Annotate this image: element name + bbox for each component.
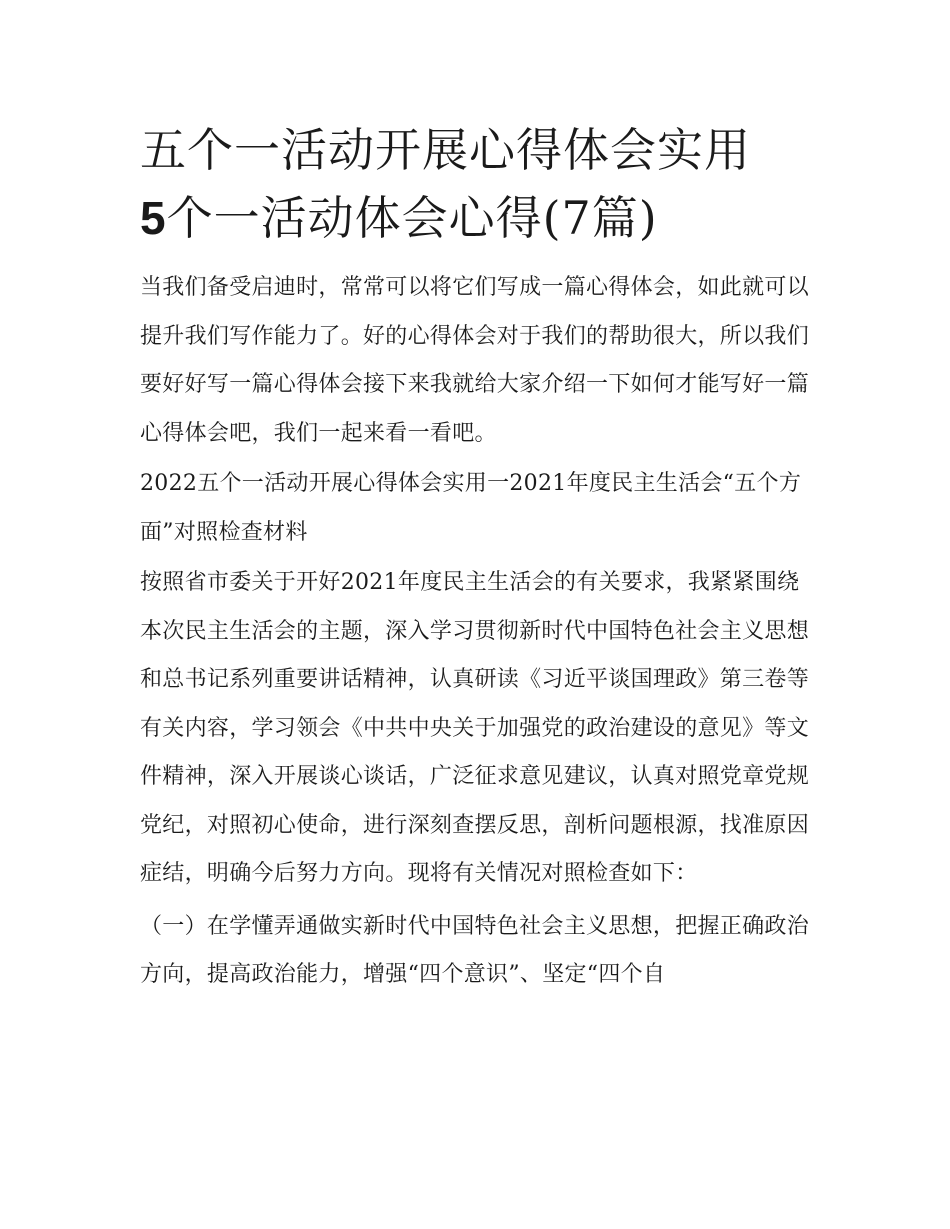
document-page [140,118,812,1000]
intro-paragraph: 当我们备受启迪时，常常可以将它们写成一篇心得体会，如此就可以提升我们写作能力了。好的心得体会对于我们的帮助很大，所以我们要好好写一篇心得体会接下来我就给大家介绍一下如何才能写好一篇心得体会吧，我们一起来看一看吧。 [140,275,810,446]
body-paragraph-2: （一）在学懂弄通做实新时代中国特色社会主义思想，把握正确政治方向，提高政治能力，增强“四个意识”、坚定“四个自 [140,913,810,987]
title-line-1: 五个一活动开展心得体会实用 [140,123,751,177]
title-line-2-text: 个一活动体会心得(7篇) [166,191,658,245]
body-paragraph-1: 按照省市委关于开好2021年度民主生活会的有关要求，我紧紧围绕本次民主生活会的主题，深入学习贯彻新时代中国特色社会主义思想和总书记系列重要讲话精神，认真研读《习近平谈国理政》第三卷等有关内容，学习领会《中共中央关于加强党的政治建设的意见》等文件精神，深入开展谈心谈话，广泛征求意见建议，认真对照党章党规党纪，对照初心使命，进行深刻查摆反思，剖析问题根源，找准原因症结，明确今后努力方向。现将有关情况对照检查如下： [140,570,810,886]
document-title [140,118,812,250]
title-line-2 [140,186,812,250]
title-number: 5 [140,192,167,244]
section-subheading: 2022五个一活动开展心得体会实用一2021年度民主生活会“五个方面”对照检查材料 [140,471,802,545]
